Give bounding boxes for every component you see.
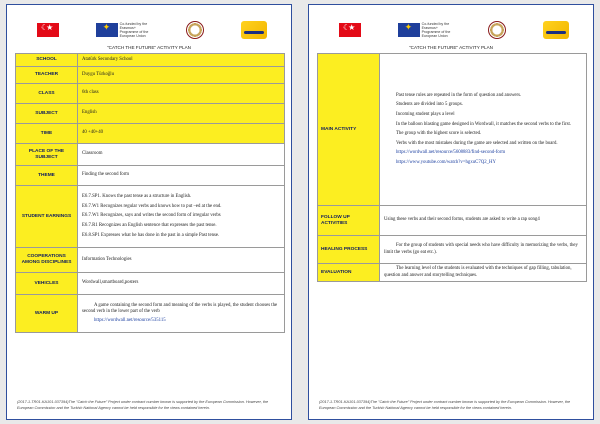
value-time: 40 +40+40	[78, 124, 285, 144]
table-row	[16, 144, 285, 166]
table-row	[318, 264, 587, 282]
value-teacher: Duygu Türkoğlu	[78, 67, 285, 84]
value-healing: For the group of students with special needs who have difficulty in memorizing the verbs, they limit the verbs (go eat etc.).	[380, 236, 587, 264]
activity-line: The group with the highest score is selected.	[396, 131, 482, 137]
document-page-right	[308, 4, 594, 420]
eu-flag-icon	[398, 23, 420, 37]
activity-line: Past tense rules are repeated in the form of question and answers.	[396, 92, 522, 98]
value-warm-up	[78, 295, 285, 333]
activity-plan-table	[317, 53, 587, 282]
logo-strip	[37, 19, 267, 41]
school-seal-icon	[488, 21, 506, 39]
label-follow-up: FOLLOW UP ACTIVITIES	[318, 206, 380, 236]
activity-line: Students are divided into 5 groups.	[396, 102, 463, 108]
label-time: TIME	[16, 124, 78, 144]
earning-item: E6.7.W1 Recognizes, says and writes the second form of irregular verbs	[82, 213, 221, 219]
eu-logo	[96, 21, 150, 39]
table-row	[16, 166, 285, 186]
table-row	[16, 186, 285, 248]
label-evaluation: EVALUATION	[318, 264, 380, 282]
value-place: Classroom	[78, 144, 285, 166]
school-seal-icon	[186, 21, 204, 39]
earning-item: E6.7.R1 Recognizes an English sentence that expresses the past tense.	[82, 222, 217, 228]
warm-up-link[interactable]: https://wordwall.net/resource/535115	[94, 317, 166, 323]
table-row	[16, 124, 285, 144]
turkey-flag-icon	[37, 23, 59, 37]
eu-flag-icon	[96, 23, 118, 37]
table-row	[16, 54, 285, 67]
table-row	[16, 104, 285, 124]
label-theme: THEME	[16, 166, 78, 186]
label-earnings: STUDENT EARNINGS	[16, 186, 78, 248]
eu-funding-text: Co-funded by the Erasmus+ Programme of the European Union	[119, 22, 149, 38]
value-school: Atatürk Secondary School	[78, 54, 285, 67]
value-earnings	[78, 186, 285, 248]
page-title: "CATCH THE FUTURE" ACTIVITY PLAN	[409, 45, 493, 50]
table-row	[16, 295, 285, 333]
table-row	[16, 248, 285, 273]
label-main-activity: MAIN ACTIVITY	[318, 54, 380, 206]
turkey-flag-icon	[339, 23, 361, 37]
value-follow-up: Using these verbs and their second forms, students are asked to write a rap song4	[380, 206, 587, 236]
label-warm-up: WARM UP	[16, 295, 78, 333]
label-healing: HEALING PROCESS	[318, 236, 380, 264]
value-class: 6th class	[78, 84, 285, 104]
value-subject: English	[78, 104, 285, 124]
value-evaluation: The learning level of the students is evaluated with the techniques of gap filling, tabulation, question and answer and storytelling techniques.	[380, 264, 587, 282]
activity-line: Verbs with the most mistakes during the game are selected and written on the board.	[396, 140, 558, 146]
document-page-left	[6, 4, 292, 420]
project-logo	[241, 21, 267, 39]
project-logo	[543, 21, 569, 39]
activity-plan-table	[15, 53, 285, 333]
eu-logo	[398, 21, 452, 39]
label-school: SCHOOL	[16, 54, 78, 67]
activity-link[interactable]: https://www.youtube.com/watch?v=hgxuC7Q2_HY	[396, 159, 496, 165]
table-row	[16, 273, 285, 295]
label-vehicle: VEHICLES	[16, 273, 78, 295]
value-vehicle: Wordwall,smartboard,posters	[78, 273, 285, 295]
earning-item: E6.8.SP1 Expresses what he has done in the past in a simple Past tense.	[82, 232, 220, 238]
activity-line: In the balloon blasting game designed in Wordwall, it matches the second verbs to the first.	[396, 121, 571, 127]
value-theme: Finding the second form	[78, 166, 285, 186]
table-row	[16, 67, 285, 84]
label-teacher: TEACHER	[16, 67, 78, 84]
activity-line: Incoming student plays a level	[396, 112, 455, 117]
label-place: PLACE OF THE SUBJECT	[16, 144, 78, 166]
activity-link[interactable]: https://wordwall.net/resource/5608883/find-second-form	[396, 150, 506, 156]
table-row	[318, 54, 587, 206]
table-row	[318, 206, 587, 236]
earning-item: E6.7.SP1. Knows the past tense as a structure in English.	[82, 194, 192, 200]
footer-disclaimer: (2017-1-TR01-KA101-037394)The "Catch the Future" Project under contract number known is supported by the European Commission. However, the European Commission and the Turkish National Agency cannot be held responsible for the views contained herein.	[17, 400, 269, 410]
label-class: CLASS	[16, 84, 78, 104]
earning-item: E6.7.W1 Recognizes regular verbs and knows how to put –ed at the end.	[82, 203, 222, 209]
logo-strip	[339, 19, 569, 41]
value-cooperation: Information Technologies	[78, 248, 285, 273]
footer-disclaimer: (2017-1-TR01-KA101-037394)The "Catch the Future" Project under contract number known is supported by the European Commission. However, the European Commission and the Turkish National Agency cannot be held responsible for the views contained herein.	[319, 400, 571, 410]
label-subject: SUBJECT	[16, 104, 78, 124]
warm-up-text: A game containing the second form and meaning of the verbs is played, the student chooses the second verb in the lower part of the verb	[82, 303, 278, 315]
value-main-activity	[380, 54, 587, 206]
page-title: "CATCH THE FUTURE" ACTIVITY PLAN	[107, 45, 191, 50]
eu-funding-text: Co-funded by the Erasmus+ Programme of the European Union	[421, 22, 451, 38]
label-cooperation: COOPERATIONS AMONG DISCIPLINES	[16, 248, 78, 273]
table-row	[16, 84, 285, 104]
table-row	[318, 236, 587, 264]
